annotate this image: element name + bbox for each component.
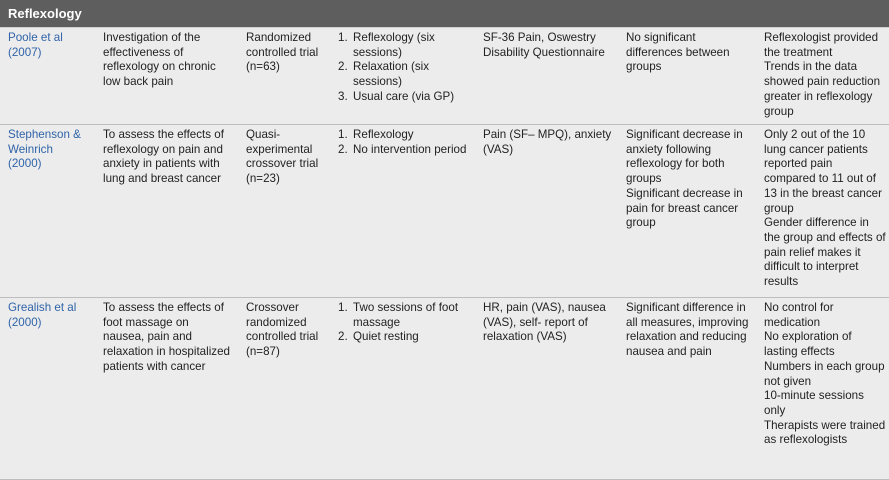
comments: No control for medication No exploration of lasting effects Numbers in each group not given 10-minute sessions only Therapists were trained as reflexologists — [764, 301, 886, 447]
table-row — [0, 298, 889, 480]
study-reference[interactable]: Grealish et al (2000) — [8, 301, 77, 329]
study-design: Randomized controlled trial (n=63) — [246, 31, 319, 74]
study-design: Quasi-experimental crossover trial (n=23) — [246, 128, 319, 186]
table-row — [0, 27, 889, 125]
study-reference[interactable]: Poole et al (2007) — [8, 31, 63, 59]
list-item: 2. Quiet resting — [338, 330, 419, 344]
comments: Only 2 out of the 10 lung cancer patients reported pain compared to 11 out of 13 in the breast cancer group Gender difference in the group and effects of pain relief makes it difficult to interpret results — [764, 128, 886, 289]
list-item: 1. Two sessions of foot massage — [338, 301, 459, 329]
results: Significant difference in all measures, improving relaxation and reducing nausea and pain — [626, 301, 749, 359]
list-item: 2. Relaxation (six sessions) — [338, 60, 430, 89]
outcome-measures: Pain (SF– MPQ), anxiety (VAS) — [483, 128, 612, 156]
study-reference[interactable]: Stephenson & Weinrich (2000) — [8, 128, 81, 171]
table-header — [0, 0, 889, 27]
interventions-list — [334, 301, 474, 345]
list-item: 1. Reflexology — [338, 128, 414, 141]
comments: Reflexologist provided the treatment Trends in the data showed pain reduction greater in reflexology group — [764, 31, 881, 118]
interventions-list — [334, 128, 474, 157]
list-item: 1. Reflexology (six sessions) — [338, 31, 435, 59]
table-row — [0, 125, 889, 298]
study-aim: To assess the effects of reflexology on pain and anxiety in patients with lung and breast cancer — [103, 128, 224, 186]
outcome-measures: SF-36 Pain, Oswestry Disability Questionnaire — [483, 31, 605, 59]
table-title: Reflexology — [8, 6, 82, 21]
interventions-list — [334, 31, 474, 105]
list-item: 2. No intervention period — [338, 142, 467, 156]
results: Significant decrease in anxiety following reflexology for both groups Significant decrease in pain for breast cancer group — [626, 128, 743, 230]
list-item: 3. Usual care (via GP) — [338, 89, 455, 103]
study-design: Crossover randomized controlled trial (n=87) — [246, 301, 319, 359]
study-aim: Investigation of the effectiveness of reflexology on chronic low back pain — [103, 31, 216, 89]
study-aim: To assess the effects of foot massage on nausea, pain and relaxation in hospitalized patients with cancer — [103, 301, 230, 373]
outcome-measures: HR, pain (VAS), nausea (VAS), self- report of relaxation (VAS) — [483, 301, 606, 344]
results: No significant differences between groups — [626, 31, 730, 74]
